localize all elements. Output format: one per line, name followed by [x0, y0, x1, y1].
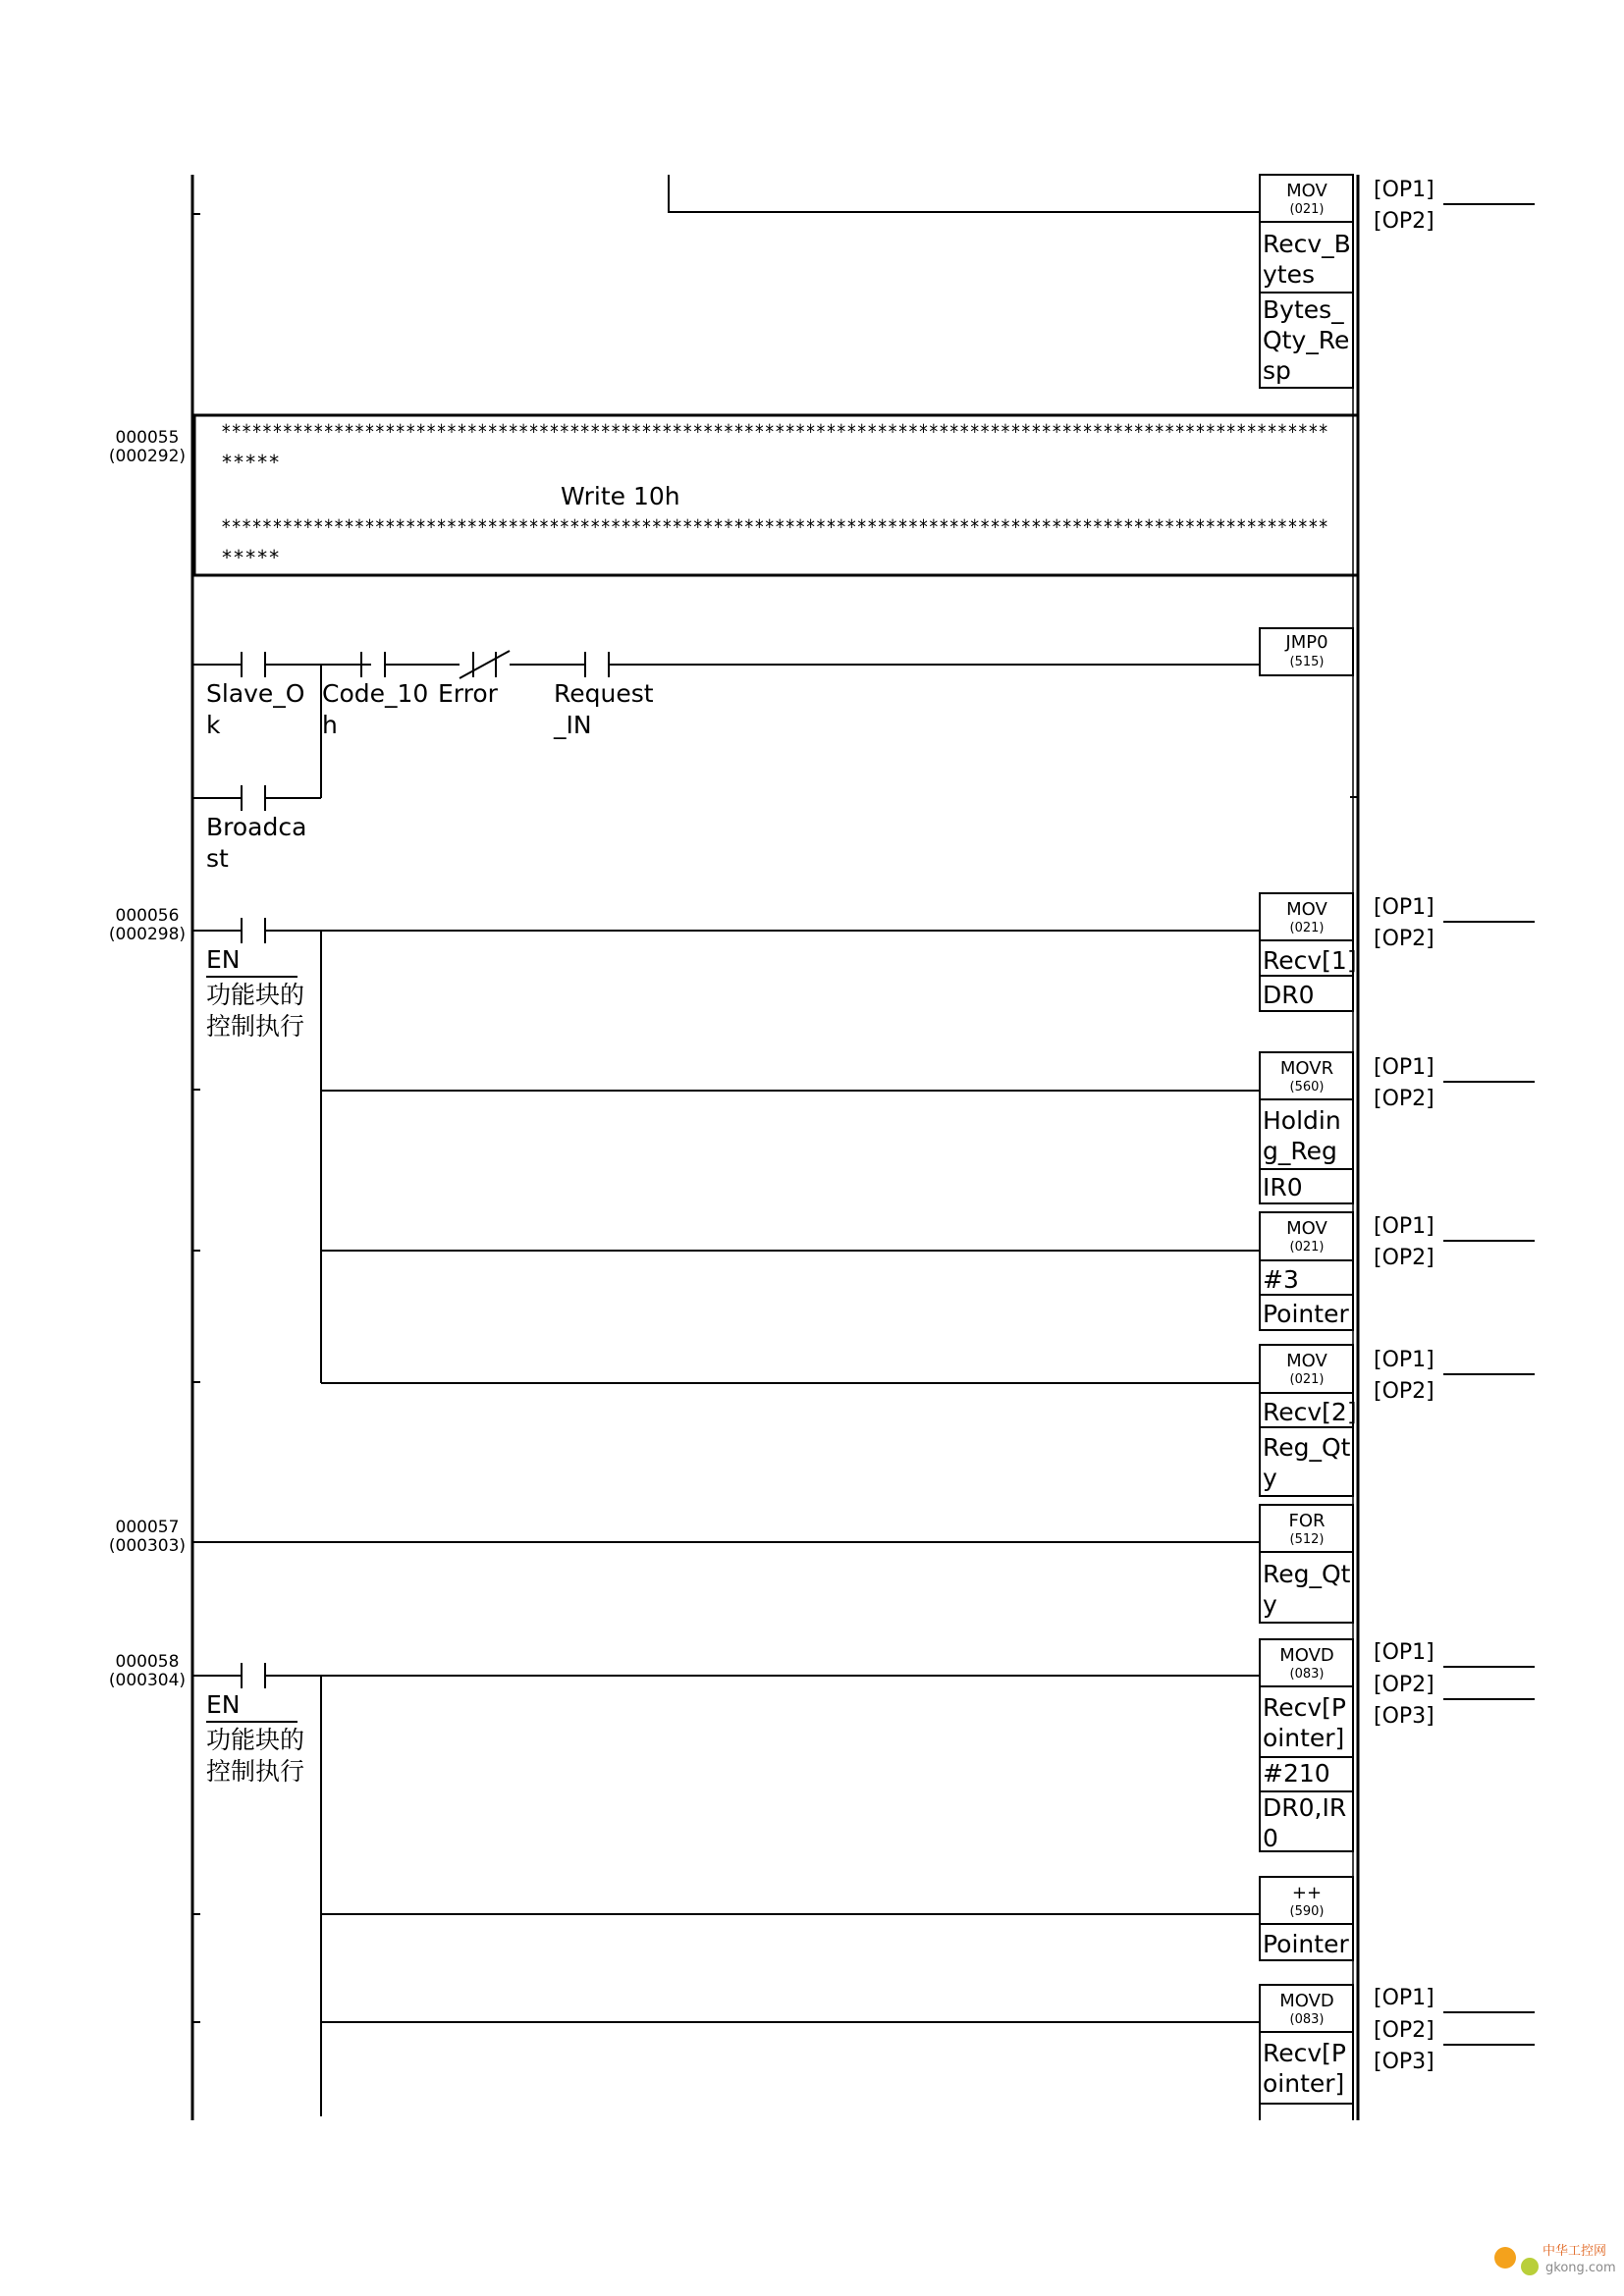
block-operand: Recv[2]	[1263, 1398, 1357, 1426]
block-operand: Pointer	[1263, 1930, 1349, 1958]
block-mov-2-text	[1263, 1218, 1349, 1328]
block-code: (515)	[1289, 655, 1325, 669]
op3-label: [OP3]	[1374, 1704, 1435, 1729]
en-description: 控制执行	[206, 1757, 305, 1786]
error-nc-contact	[460, 651, 510, 678]
rung-step: (000303)	[108, 1536, 187, 1556]
block-operand: Qty_Re	[1263, 326, 1350, 354]
contact-label: k	[206, 711, 221, 739]
op1-label: [OP1]	[1374, 1214, 1435, 1239]
request-in-contact	[585, 652, 609, 677]
block-movr-text	[1263, 1058, 1341, 1201]
op2-label: [OP2]	[1374, 2018, 1435, 2043]
block-code: (083)	[1289, 2012, 1325, 2027]
op2-label: [OP2]	[1374, 1673, 1435, 1697]
contact-label: Slave_O	[206, 679, 305, 708]
gear-icon	[1521, 2258, 1539, 2275]
op2-label: [OP2]	[1374, 209, 1435, 234]
broadcast-contact	[242, 785, 265, 811]
block-operand: DR0,IR	[1263, 1793, 1347, 1822]
en-description: 控制执行	[206, 1012, 305, 1041]
block-operand: Recv[P	[1263, 1693, 1346, 1722]
block-name: MOVD	[1279, 1645, 1334, 1666]
block-movd-1-text	[1263, 1645, 1346, 1852]
block-operand: Bytes_	[1263, 295, 1344, 324]
op2-label: [OP2]	[1374, 1379, 1435, 1404]
rung-number: 000055	[115, 428, 180, 448]
op1-label: [OP1]	[1374, 178, 1435, 202]
rung-comment	[194, 415, 1358, 575]
block-operand: Recv[P	[1263, 2039, 1346, 2067]
op1-label: [OP1]	[1374, 895, 1435, 920]
op1-label: [OP1]	[1374, 1986, 1435, 2010]
block-operand: Reg_Qt	[1263, 1560, 1351, 1588]
block-code: (021)	[1289, 1240, 1325, 1255]
block-operand: Recv[1]	[1263, 946, 1357, 975]
op3-label: [OP3]	[1374, 2050, 1435, 2074]
block-code: (560)	[1289, 1080, 1325, 1095]
block-name: MOVD	[1279, 1991, 1334, 2011]
block-name: MOV	[1286, 181, 1327, 201]
rung-number: 000058	[115, 1652, 180, 1672]
watermark	[1494, 2243, 1616, 2275]
block-jmp0-text	[1284, 632, 1327, 669]
block-operand: ointer]	[1263, 2069, 1345, 2098]
block-operand: Recv_B	[1263, 230, 1351, 258]
block-name: FOR	[1288, 1511, 1326, 1531]
power-rails	[192, 175, 1358, 2120]
en-contact	[242, 1663, 265, 1688]
op2-label: [OP2]	[1374, 1087, 1435, 1111]
block-operand: DR0	[1263, 981, 1315, 1009]
op1-label: [OP1]	[1374, 1348, 1435, 1372]
block-operand: Holdin	[1263, 1106, 1341, 1135]
block-name: JMP0	[1285, 632, 1328, 653]
block-code: (021)	[1289, 1372, 1325, 1387]
rung-step: (000298)	[108, 925, 187, 944]
block-name: MOV	[1286, 1218, 1327, 1239]
wire	[669, 175, 1260, 212]
block-operand: #3	[1263, 1265, 1299, 1294]
block-operand: ointer]	[1263, 1724, 1345, 1752]
rung-58-labels	[206, 1690, 304, 1786]
rung-56-labels	[206, 945, 304, 1041]
en-label: EN	[206, 1690, 241, 1719]
op1-label: [OP1]	[1374, 1640, 1435, 1665]
block-operand: Pointer	[1263, 1300, 1349, 1328]
watermark-text: gkong.com	[1545, 2261, 1616, 2275]
rung-number: 000056	[115, 906, 180, 926]
watermark-text: 中华工控网	[1543, 2244, 1607, 2259]
block-operand: IR0	[1263, 1173, 1303, 1201]
block-code: (512)	[1289, 1532, 1325, 1547]
contact-label: h	[322, 711, 338, 739]
op2-label: [OP2]	[1374, 1246, 1435, 1270]
rung-step: (000304)	[108, 1671, 187, 1690]
rung-56	[192, 918, 1260, 1383]
operand-lines	[1443, 204, 1535, 2045]
contact-label: _IN	[554, 711, 592, 739]
block-mov-3-text	[1263, 1351, 1357, 1492]
contact-label: Broadca	[206, 813, 307, 841]
block-name: ++	[1291, 1883, 1323, 1903]
block-inc-text	[1263, 1883, 1349, 1958]
block-operand: 0	[1263, 1824, 1278, 1852]
en-description: 功能块的	[206, 981, 305, 1009]
contact-label: Request	[554, 679, 654, 708]
block-code: (021)	[1289, 921, 1325, 935]
op1-label: [OP1]	[1374, 1055, 1435, 1080]
en-contact	[242, 918, 265, 943]
contact-label: Error	[438, 679, 498, 708]
comment-stars: ************************************************************************************************************	[221, 515, 1328, 539]
block-operand: #210	[1263, 1759, 1330, 1788]
comment-stars: *****	[221, 546, 281, 569]
rung-58	[192, 1663, 1260, 2116]
block-operand: g_Reg	[1263, 1137, 1337, 1165]
block-operand: y	[1263, 1590, 1277, 1619]
jmp0-labels	[206, 679, 654, 873]
block-mov-top-text	[1263, 181, 1351, 385]
block-name: MOV	[1286, 899, 1327, 920]
op2-label: [OP2]	[1374, 927, 1435, 951]
comment-stars: ************************************************************************************************************	[221, 420, 1328, 444]
contact-label: Code_10	[322, 679, 429, 708]
block-operand: Reg_Qt	[1263, 1433, 1351, 1462]
block-code: (590)	[1289, 1904, 1325, 1919]
block-code: (021)	[1289, 202, 1325, 217]
operand-labels	[1374, 178, 1435, 2074]
block-movd-2-text	[1263, 1991, 1346, 2098]
gear-icon	[1494, 2247, 1516, 2269]
rung-numbers	[109, 428, 186, 1690]
contact-label: st	[206, 844, 229, 873]
block-operand: sp	[1263, 356, 1291, 385]
block-name: MOV	[1286, 1351, 1327, 1371]
comment-stars: *****	[221, 451, 281, 474]
block-for-text	[1263, 1511, 1351, 1619]
comment-title: Write 10h	[561, 482, 680, 510]
block-operand: y	[1263, 1464, 1277, 1492]
rung-step: (000292)	[108, 447, 187, 466]
block-operand: ytes	[1263, 260, 1316, 289]
rung-continuation	[669, 175, 1260, 212]
block-name: MOVR	[1279, 1058, 1334, 1079]
block-mov-1-text	[1263, 899, 1357, 1009]
block-code: (083)	[1289, 1667, 1325, 1682]
slave-ok-contact	[242, 652, 265, 677]
rung-number: 000057	[115, 1518, 180, 1537]
en-description: 功能块的	[206, 1726, 305, 1754]
en-label: EN	[206, 945, 241, 974]
rung-jmp0	[192, 651, 1260, 811]
